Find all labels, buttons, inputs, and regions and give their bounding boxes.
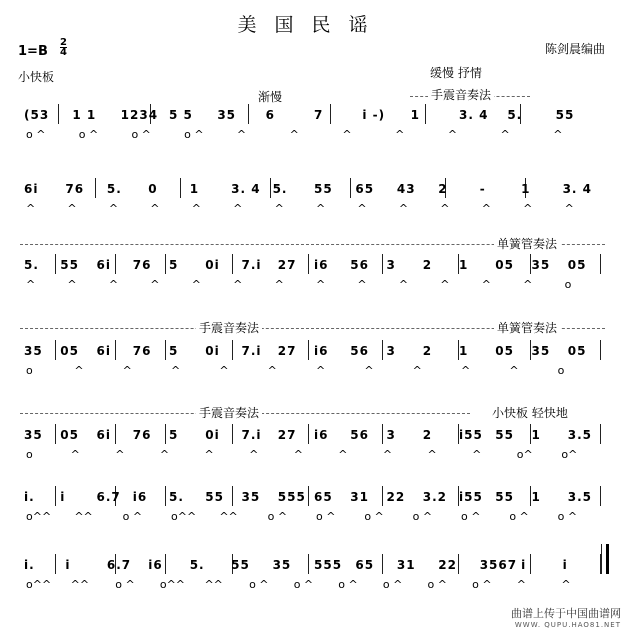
- bar-line: [165, 340, 166, 360]
- note-group: 35: [241, 490, 261, 504]
- articulation-mark: ^: [267, 364, 277, 377]
- articulation-mark: ^: [516, 578, 526, 591]
- articulation-mark: ^: [357, 278, 367, 291]
- bar-line: [232, 340, 233, 360]
- note-group: 5.: [507, 108, 523, 122]
- technique-clarinet: 单簧管奏法: [494, 235, 560, 252]
- articulation-mark: ^: [561, 578, 571, 591]
- note-group: 1234: [120, 108, 159, 122]
- bar-line: [115, 254, 116, 274]
- note-group: 1: [189, 182, 200, 196]
- note-group: 55: [231, 558, 250, 572]
- note-group: 05: [495, 258, 514, 272]
- articulation-mark: ^: [274, 278, 284, 291]
- articulation-mark: o: [26, 448, 33, 461]
- note-group: 35: [24, 428, 43, 442]
- articulation-mark: ^^: [74, 510, 93, 523]
- note-group: 31: [350, 490, 369, 504]
- articulation-mark: ^: [159, 448, 170, 461]
- note-group: 76: [132, 344, 152, 358]
- bar-line: [115, 340, 116, 360]
- note-group: 55: [555, 108, 575, 122]
- note-group: 65: [314, 490, 333, 504]
- note-group: 05: [567, 344, 587, 358]
- note-group: 1: [410, 108, 421, 122]
- note-group: i: [65, 558, 71, 572]
- note-group: 7: [314, 108, 324, 122]
- note-group: 76: [65, 182, 85, 196]
- articulation-mark: ^: [523, 278, 533, 291]
- articulation-mark: ^: [26, 278, 36, 291]
- note-group: 6i: [96, 344, 111, 358]
- note-group: 55: [205, 490, 224, 504]
- bar-line: [382, 554, 383, 574]
- note-group: 1 1: [72, 108, 97, 122]
- articulation-mark: ^: [481, 278, 491, 291]
- articulation-mark: o ^: [427, 578, 447, 591]
- articulation-mark: o ^: [509, 510, 529, 523]
- note-group: 1: [459, 258, 469, 272]
- note-group: 55: [60, 258, 79, 272]
- time-signature: [60, 38, 67, 57]
- bar-line: [232, 254, 233, 274]
- note-group: 2: [422, 258, 433, 272]
- articulation-mark: ^: [274, 202, 284, 215]
- bar-line: [600, 486, 601, 506]
- note-group: 2: [438, 182, 448, 196]
- note-group: 22: [438, 558, 457, 572]
- articulation-mark: ^: [316, 364, 326, 377]
- articulation-mark: ^: [150, 202, 160, 215]
- articulation-mark: o ^: [184, 128, 204, 141]
- articulation-mark: ^: [249, 448, 259, 461]
- note-group: 35: [24, 344, 43, 358]
- bar-line: [165, 554, 166, 574]
- note-group: i6: [314, 344, 329, 358]
- note-group: i: [60, 490, 66, 504]
- articulation-mark: ^: [67, 202, 77, 215]
- articulation-mark: ^: [316, 202, 326, 215]
- footer-site: 曲谱上传于中国曲谱网: [511, 607, 621, 620]
- note-group: 56: [350, 258, 369, 272]
- bar-line: [308, 486, 309, 506]
- key-signature: 1=B: [18, 44, 48, 59]
- articulation-mark: ^^: [204, 578, 223, 591]
- note-group: i -): [362, 108, 386, 122]
- note-group: 35: [531, 344, 551, 358]
- bar-line: [55, 486, 56, 506]
- note-group: i6: [148, 558, 163, 572]
- note-group: 3: [386, 258, 396, 272]
- note-group: 555: [277, 490, 306, 504]
- bar-line: [55, 554, 56, 574]
- note-group: i6: [314, 258, 329, 272]
- bar-line: [165, 486, 166, 506]
- final-barline-thin: [601, 544, 602, 574]
- note-group: 5: [169, 258, 179, 272]
- note-group: 56: [350, 428, 369, 442]
- note-group: 65: [355, 182, 375, 196]
- note-group: 31: [396, 558, 416, 572]
- bar-line: [270, 178, 271, 198]
- articulation-mark: o: [564, 278, 572, 291]
- note-group: 3.5: [567, 490, 593, 504]
- note-group: i.: [24, 490, 35, 504]
- bar-line: [232, 486, 233, 506]
- articulation-mark: ^: [191, 202, 201, 215]
- articulation-mark: ^: [171, 364, 181, 377]
- articulation-mark: o ^: [267, 510, 288, 523]
- time-sig-top: 2: [60, 37, 67, 48]
- page-title: 美国民谣: [237, 14, 386, 36]
- articulation-mark: ^: [108, 278, 119, 291]
- bar-line: [350, 178, 351, 198]
- bar-line: [382, 486, 383, 506]
- bar-line: [180, 178, 181, 198]
- articulation-mark: ^: [150, 278, 160, 291]
- articulation-mark: ^: [509, 364, 519, 377]
- note-group: 6i: [96, 428, 111, 442]
- note-group: 7.i: [241, 428, 262, 442]
- articulation-mark: ^: [233, 202, 243, 215]
- articulation-mark: o ^: [364, 510, 384, 523]
- note-group: 1: [521, 182, 531, 196]
- note-group: i: [521, 558, 527, 572]
- note-group: i55: [459, 428, 483, 442]
- articulation-mark: o ^: [472, 578, 492, 591]
- articulation-mark: o ^: [78, 128, 99, 141]
- bar-line: [382, 254, 383, 274]
- note-group: 65: [355, 558, 375, 572]
- articulation-mark: ^: [461, 364, 471, 377]
- note-group: 35: [531, 258, 551, 272]
- note-group: 0: [148, 182, 158, 196]
- note-group: 0i: [205, 344, 220, 358]
- note-group: 1: [531, 490, 541, 504]
- articulation-mark: o ^: [115, 578, 135, 591]
- note-group: 05: [60, 344, 79, 358]
- note-group: i55: [459, 490, 483, 504]
- articulation-mark: o ^: [26, 128, 46, 141]
- bar-line: [600, 424, 601, 444]
- articulation-mark: ^: [122, 364, 132, 377]
- note-group: 6i: [24, 182, 39, 196]
- note-group: i6: [314, 428, 329, 442]
- bar-line: [382, 340, 383, 360]
- articulation-mark: ^: [564, 202, 574, 215]
- bar-line: [232, 424, 233, 444]
- articulation-mark: ^: [440, 202, 450, 215]
- note-group: 55: [495, 428, 514, 442]
- note-group: 555: [314, 558, 343, 572]
- note-group: 5: [169, 344, 179, 358]
- bar-line: [58, 104, 59, 124]
- articulation-mark: ^^: [70, 578, 90, 591]
- note-group: 6i: [96, 258, 111, 272]
- note-group: 27: [277, 428, 297, 442]
- articulation-mark: ^: [67, 278, 77, 291]
- articulation-mark: o: [26, 364, 33, 377]
- note-group: 1: [531, 428, 541, 442]
- note-group: 6.7: [106, 558, 132, 572]
- note-group: 76: [132, 428, 152, 442]
- articulation-mark: o^: [516, 448, 533, 461]
- articulation-mark: o ^: [338, 578, 358, 591]
- note-group: 7.i: [241, 258, 262, 272]
- final-barline: [606, 544, 609, 574]
- note-group: 43: [396, 182, 416, 196]
- note-group: 5.: [189, 558, 205, 572]
- note-group: 3. 4: [231, 182, 261, 196]
- articulation-mark: ^: [236, 128, 247, 141]
- articulation-mark: ^: [447, 128, 458, 141]
- articulation-mark: o ^: [461, 510, 481, 523]
- articulation-mark: ^: [204, 448, 214, 461]
- articulation-mark: ^: [395, 128, 405, 141]
- articulation-mark: o ^: [122, 510, 143, 523]
- articulation-mark: o^^: [26, 578, 52, 591]
- note-group: i: [562, 558, 568, 572]
- time-sig-bottom: 4: [60, 47, 67, 58]
- bar-line: [165, 424, 166, 444]
- note-group: 6: [265, 108, 276, 122]
- note-group: 55: [495, 490, 514, 504]
- bar-line: [55, 340, 56, 360]
- note-group: 05: [495, 344, 514, 358]
- articulation-mark: o ^: [412, 510, 433, 523]
- articulation-mark: ^: [553, 128, 563, 141]
- articulation-mark: o ^: [249, 578, 269, 591]
- note-group: 2: [422, 344, 433, 358]
- articulation-mark: ^: [316, 278, 326, 291]
- bar-line: [165, 254, 166, 274]
- articulation-mark: ^: [382, 448, 393, 461]
- articulation-mark: ^: [191, 278, 201, 291]
- bar-line: [458, 554, 459, 574]
- note-group: i.: [24, 558, 35, 572]
- articulation-mark: ^: [26, 202, 36, 215]
- note-group: 56: [350, 344, 369, 358]
- note-group: -: [479, 182, 486, 196]
- note-group: 6.7: [96, 490, 121, 504]
- bar-line: [530, 554, 531, 574]
- articulation-mark: ^: [233, 278, 243, 291]
- note-group: 7.i: [241, 344, 262, 358]
- bar-line: [55, 254, 56, 274]
- note-group: 22: [386, 490, 406, 504]
- note-group: 5: [169, 428, 179, 442]
- note-group: 3567: [479, 558, 518, 572]
- note-group: 05: [60, 428, 79, 442]
- articulation-mark: o: [557, 364, 565, 377]
- note-group: 5 5: [169, 108, 193, 122]
- articulation-mark: o ^: [293, 578, 314, 591]
- articulation-mark: ^: [70, 448, 80, 461]
- note-group: 27: [277, 344, 297, 358]
- bar-line: [425, 104, 426, 124]
- note-group: 3.2: [422, 490, 448, 504]
- note-group: 0i: [205, 428, 220, 442]
- note-group: 5.: [106, 182, 122, 196]
- articulation-mark: o^^: [159, 578, 186, 591]
- note-group: 3. 4: [562, 182, 592, 196]
- articulation-mark: ^: [115, 448, 125, 461]
- bar-line: [95, 178, 96, 198]
- articulation-mark: ^: [338, 448, 348, 461]
- note-group: 35: [272, 558, 292, 572]
- technique-tremolo: 手震音奏法: [196, 404, 262, 421]
- articulation-mark: ^: [427, 448, 437, 461]
- articulation-mark: ^: [108, 202, 119, 215]
- bar-line: [308, 554, 309, 574]
- note-group: 3: [386, 344, 396, 358]
- articulation-mark: o ^: [382, 578, 403, 591]
- expression-slow-lyrical: 缓慢 抒情: [430, 66, 482, 80]
- articulation-mark: o^^: [26, 510, 52, 523]
- composer-credit: 陈剑晨编曲: [544, 42, 605, 56]
- articulation-mark: o ^: [316, 510, 336, 523]
- bar-line: [248, 104, 249, 124]
- articulation-mark: ^: [74, 364, 84, 377]
- note-group: 35: [217, 108, 237, 122]
- articulation-mark: ^: [500, 128, 510, 141]
- note-group: (53: [24, 108, 50, 122]
- technique-tremolo: 手震音奏法: [428, 86, 494, 103]
- note-group: 0i: [205, 258, 220, 272]
- note-group: 2: [422, 428, 433, 442]
- articulation-mark: ^: [440, 278, 450, 291]
- articulation-mark: ^: [398, 202, 409, 215]
- expression-allegretto: 小快板 轻快地: [492, 406, 568, 420]
- bar-line: [308, 340, 309, 360]
- note-group: 5.: [169, 490, 184, 504]
- bar-line: [330, 104, 331, 124]
- articulation-mark: ^: [219, 364, 229, 377]
- note-group: 3.5: [567, 428, 593, 442]
- bar-line: [115, 424, 116, 444]
- articulation-mark: o^^: [171, 510, 197, 523]
- bar-line: [600, 254, 601, 274]
- articulation-mark: o^: [561, 448, 578, 461]
- note-group: 3. 4: [459, 108, 489, 122]
- articulation-mark: o ^: [131, 128, 151, 141]
- articulation-mark: ^: [481, 202, 491, 215]
- note-group: 1: [459, 344, 469, 358]
- note-group: 5.: [272, 182, 288, 196]
- articulation-mark: o ^: [557, 510, 578, 523]
- articulation-mark: ^: [342, 128, 352, 141]
- articulation-mark: ^: [523, 202, 533, 215]
- articulation-mark: ^: [293, 448, 303, 461]
- bar-line: [308, 254, 309, 274]
- bar-line: [55, 424, 56, 444]
- articulation-mark: ^: [364, 364, 374, 377]
- note-group: 05: [567, 258, 587, 272]
- technique-clarinet: 单簧管奏法: [494, 319, 560, 336]
- articulation-mark: ^: [357, 202, 367, 215]
- articulation-mark: ^: [472, 448, 482, 461]
- articulation-mark: ^: [412, 364, 422, 377]
- note-group: 27: [277, 258, 297, 272]
- tempo-marking: 小快板: [18, 70, 55, 84]
- bar-line: [382, 424, 383, 444]
- note-group: 5.: [24, 258, 39, 272]
- footer-url: WWW. QUPU.HAO81.NET: [514, 621, 621, 629]
- articulation-mark: ^: [398, 278, 409, 291]
- technique-tremolo: 手震音奏法: [196, 319, 262, 336]
- bar-line: [308, 424, 309, 444]
- expression-slowing: 渐慢: [258, 90, 283, 104]
- articulation-mark: ^^: [219, 510, 238, 523]
- note-group: 3: [386, 428, 396, 442]
- note-group: 55: [314, 182, 333, 196]
- bar-line: [600, 340, 601, 360]
- articulation-mark: ^: [289, 128, 299, 141]
- note-group: 76: [132, 258, 152, 272]
- note-group: i6: [132, 490, 148, 504]
